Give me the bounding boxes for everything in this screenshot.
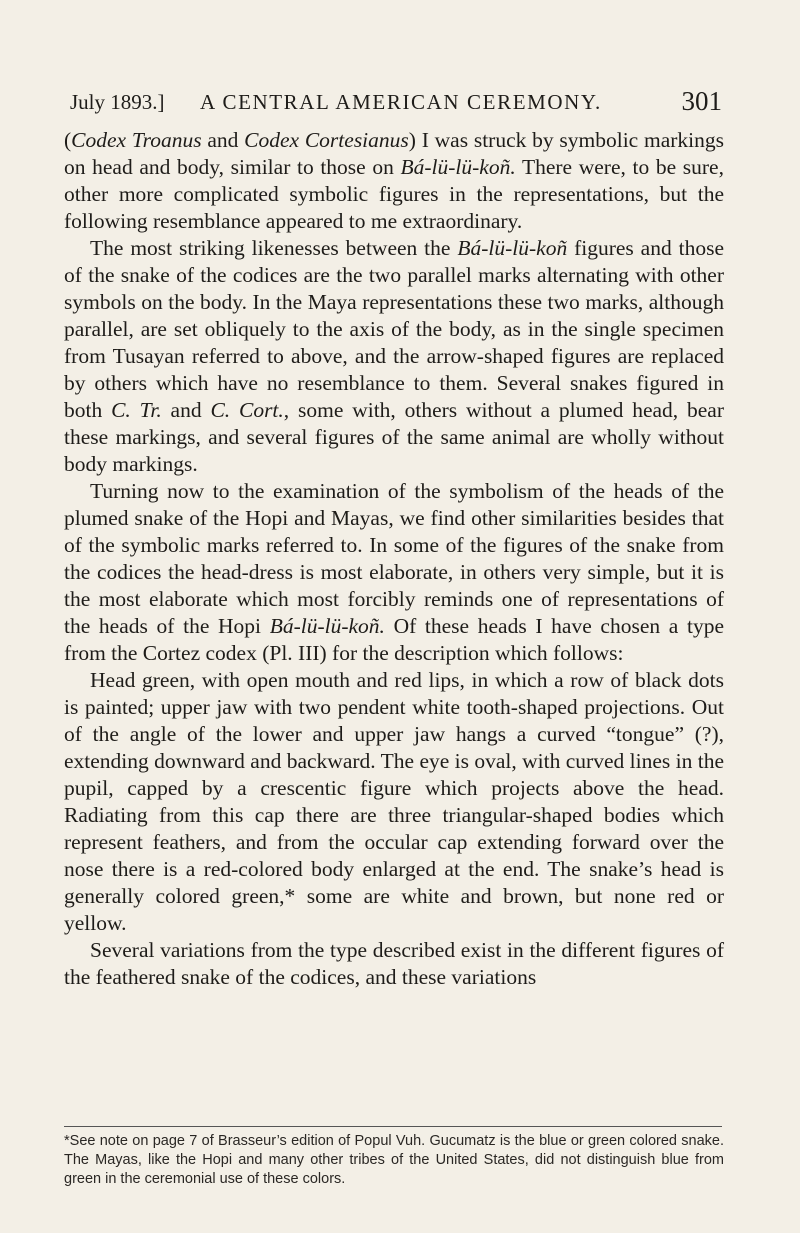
italic-text: Bá-lü-lü-koñ (457, 236, 568, 260)
text-segment: The most striking likenesses between the (90, 236, 458, 260)
text-segment: Several variations from the type described exist in the different figures of the feathered snake of the codices, and these variations (64, 938, 724, 989)
text-segment: Head green, with open mouth and red lips, in which a row of black dots is painted; upper jaw with two pendent white tooth-shaped projections. Out of the angle of the lower and upper jaw hangs a curved “tongue” (?), extending downward and backward. The eye is oval, with curved lines in the pupil, capped by a crescentic figure which projects above the head. Radiating from this cap there are three triangular-shaped bodies which represent feathers, and from the occular cap extending forward over the nose there is a red-colored body enlarged at the end. The snake’s head is generally colored green,* some are white and brown, but none red or yellow. (64, 668, 724, 935)
italic-text: Bá-lü-lü-koñ. (269, 614, 385, 638)
header-date: July 1893.] (70, 90, 165, 114)
paragraph (64, 127, 724, 235)
paragraph (64, 478, 724, 667)
text-segment: Of these heads I have chosen a type from the Cortez codex (Pl. III) for the description which follows: (64, 614, 724, 665)
text-segment: Turning now to the examination of the symbolism of the heads of the plumed snake of the Hopi and Mayas, we find other similarities besides that of the symbolic marks referred to. In some of the figures of the snake from the codices the head-dress is most elaborate, in others very simple, but it is the most elaborate which most forcibly reminds one of representations of the heads of the Hopi (64, 479, 724, 638)
header-title: A CENTRAL AMERICAN CEREMONY. (200, 90, 602, 114)
text-segment: There were, to be sure, other more complicated symbolic figures in the representations, but the following resemblance appeared to me extraordinary. (64, 155, 724, 233)
text-segment: and (201, 128, 245, 152)
paragraph (64, 235, 724, 478)
text-segment: ) I was struck by symbolic markings on head and body, similar to those on (64, 128, 725, 179)
body-text (64, 127, 724, 991)
paragraph (64, 937, 724, 991)
italic-text: C. Cort. (210, 398, 284, 422)
text-segment: figures and those of the snake of the codices are the two parallel marks alternating with other symbols on the body. In the Maya representations these two marks, although parallel, are set obliquely to the axis of the body, as in the single specimen from Tusayan referred to above, and the arrow-shaped figures are replaced by others which have no resemblance to them. Several snakes figured in both (64, 236, 724, 422)
italic-text: Codex Cortesianus (244, 128, 409, 152)
italic-text: Bá-lü-lü-koñ. (400, 155, 516, 179)
footnote-divider (64, 1126, 722, 1127)
italic-text: C. Tr. (111, 398, 162, 422)
page-number: 301 (681, 86, 722, 116)
text-segment: , some with, others without a plumed head, bear these markings, and several figures of the same animal are wholly without body markings. (64, 398, 724, 476)
text-segment: and (161, 398, 211, 422)
paragraph (64, 667, 724, 937)
running-header (70, 86, 722, 122)
text-segment: ( (64, 128, 72, 152)
italic-text: Codex Troanus (71, 128, 202, 152)
footnote: *See note on page 7 of Brasseur’s edition of Popul Vuh. Gucumatz is the blue or green colored snake. The Mayas, like the Hopi and many other tribes of the United States, did not distinguish blue from green in the ceremonial use of these colors. (64, 1133, 724, 1187)
